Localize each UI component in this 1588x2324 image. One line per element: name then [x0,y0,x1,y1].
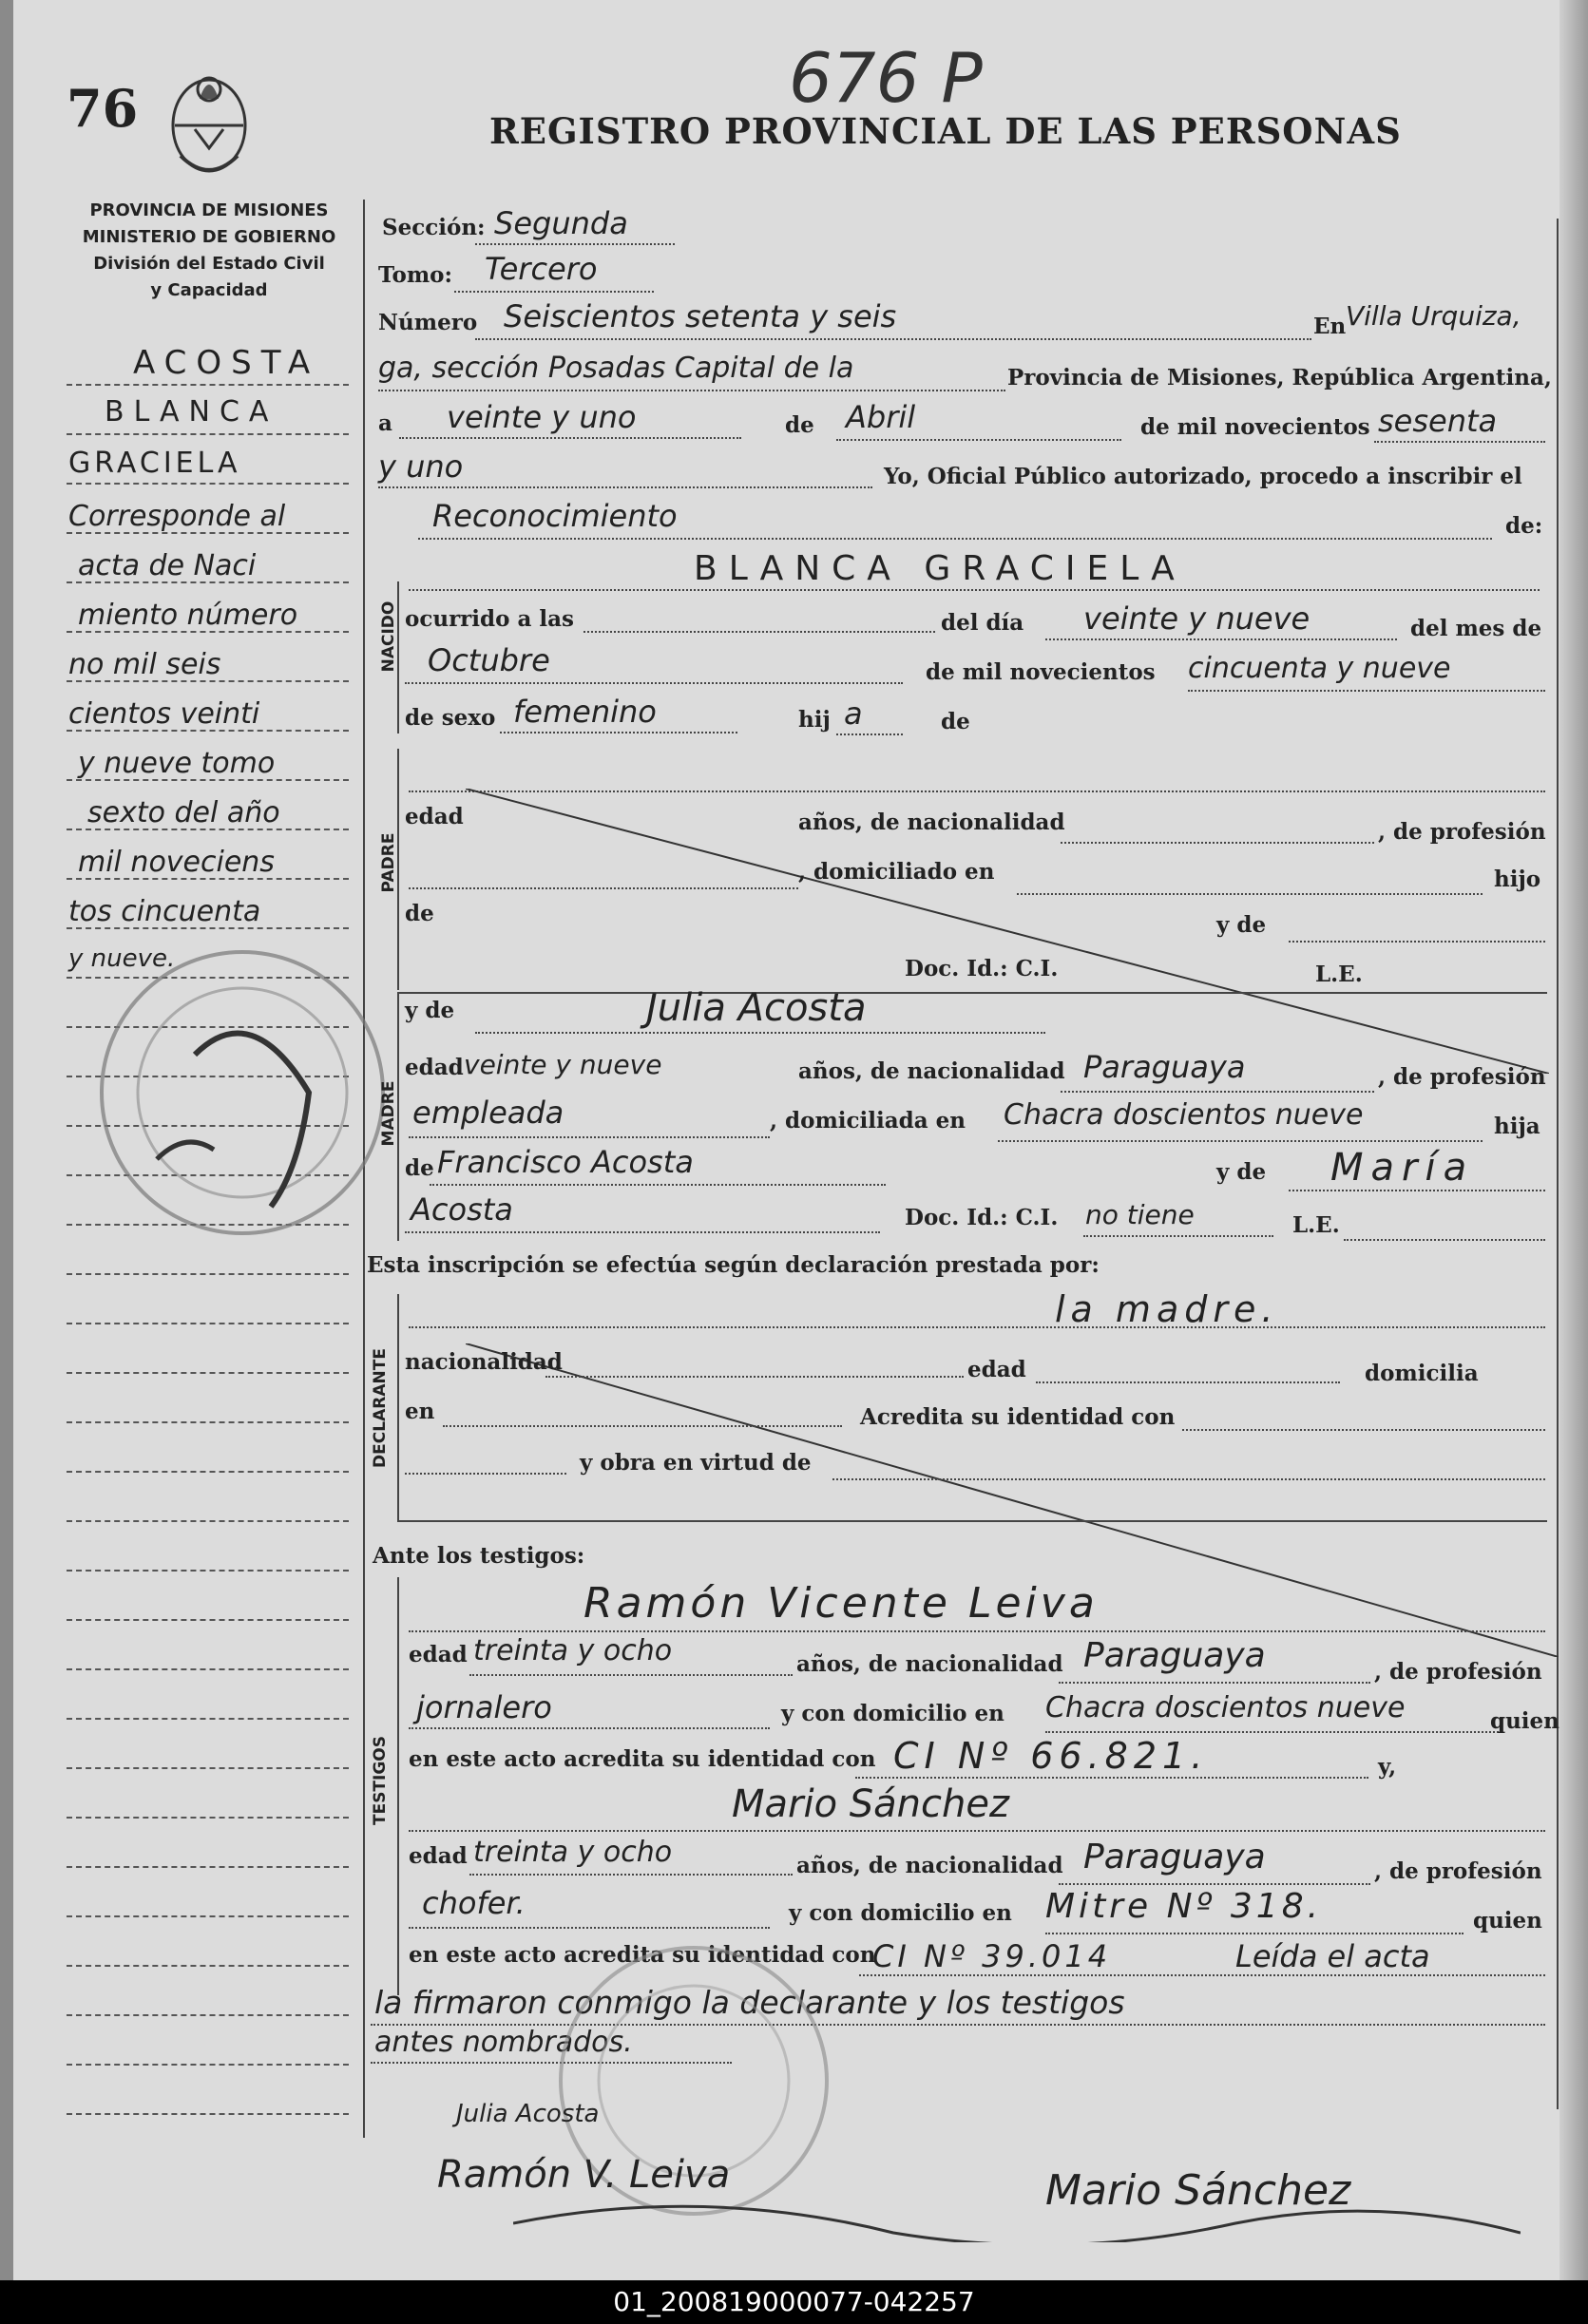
coat-of-arms-icon [162,61,257,179]
w2-profesion-value: chofer. [422,1885,526,1921]
margin-line [67,2064,349,2066]
w1-domicilio-label: y con domicilio en [781,1701,1004,1726]
place-value: ga, sección Posadas Capital de la [378,352,854,385]
day-value: veinte y uno [447,399,637,435]
margin-text-line: sexto del año [87,796,280,829]
form-right-border [1557,219,1559,2109]
margin-line [67,581,349,583]
w2-nac-value: Paraguaya [1083,1838,1266,1876]
padre-hijo-label: hijo [1494,867,1541,892]
w1-profesion-value: jornalero [416,1689,552,1725]
declarante-section-box [397,1294,399,1522]
padre-le-label: L.E. [1315,962,1363,987]
division-label-2: y Capacidad [150,280,268,300]
margin-line [67,730,349,732]
a-label: a [378,410,392,436]
w2-id-value: CI Nº 39.014 [872,1938,1112,1974]
declarante-obra-label: y obra en virtud de [580,1450,812,1476]
sexo-label: de sexo [405,705,496,731]
declarante-en-label: en [405,1399,435,1424]
margin-line [67,927,349,929]
w1-anios-nac-label: años, de nacionalidad [796,1651,1063,1677]
w1-acredita-label: en este acto acredita su identidad con [409,1746,876,1772]
margin-text-line: cientos veinti [68,697,260,731]
margin-line [67,2113,349,2115]
del-dia-label: del día [941,610,1024,636]
header-left [57,198,361,304]
declarante-nacionalidad-label: nacionalidad [405,1349,563,1375]
numero-label: Número [378,310,478,335]
madre-name: Julia Acosta [646,986,867,1030]
ministry-label: MINISTERIO DE GOBIERNO [82,227,336,247]
madre-edad-label: edad [405,1055,464,1080]
dia-value: veinte y nueve [1083,600,1311,637]
margin-line [67,1915,349,1917]
mes-value: Octubre [428,642,550,678]
margin-line [67,1273,349,1275]
margin-line [67,532,349,534]
division-label: División del Estado Civil [93,254,325,274]
margin-line [67,1323,349,1324]
w1-quien-label: quien [1490,1708,1559,1734]
madre-le-label: L.E. [1292,1212,1340,1238]
margin-line [67,1767,349,1769]
margin-text-line: Corresponde al [68,500,286,533]
madre-edad-value: veinte y nueve [464,1049,662,1080]
page-title: REGISTRO PROVINCIAL DE LAS PERSONAS [489,110,1402,152]
en-label: En [1313,314,1347,339]
declarante-section-label: DECLARANTE [371,1348,390,1468]
act-value: Reconocimiento [432,498,678,534]
ocurrido-label: ocurrido a las [405,606,574,632]
seccion-label: Sección: [382,215,486,240]
sexo-value: femenino [513,694,657,730]
w1-edad-value: treinta y ocho [473,1634,673,1667]
margin-line [67,433,349,435]
margin-surname: ACOSTA [133,344,320,382]
padre-domiciliado-label: , domiciliado en [798,859,995,885]
madre-de-label: de [405,1155,434,1181]
margin-line [67,483,349,485]
margin-line [67,1817,349,1819]
province-text: Provincia de Misiones, República Argentina, [1007,365,1552,391]
hij-label: hij [798,707,831,733]
madre-doc-value: no tiene [1085,1199,1195,1230]
w2-acredita-label: en este acto acredita su identidad con [409,1942,876,1968]
w2-domicilio-value: Mitre Nº 318. [1045,1887,1323,1926]
declarante-acredita-label: Acredita su identidad con [860,1404,1176,1430]
margin-line [67,1619,349,1621]
padre-anios-nac-label: años, de nacionalidad [798,810,1065,835]
w1-id-value: CI Nº 66.821. [893,1735,1209,1777]
signature-mario: Mario Sánchez [1045,2166,1351,2215]
official-stamp-icon [90,941,394,1245]
madre-father-value: Francisco Acosta [437,1144,694,1180]
child-name: BLANCA GRACIELA [694,549,1186,588]
tomo-label: Tomo: [378,262,452,288]
de-colon-label: de: [1505,513,1543,539]
w2-edad-label: edad [409,1843,468,1869]
testigos-section-label: TESTIGOS [371,1735,390,1826]
margin-line [67,2014,349,2016]
madre-y-de2-label: y de [1216,1159,1267,1185]
year-text: de mil novecientos [1140,414,1370,440]
margin-name2: GRACIELA [68,447,241,480]
madre-hija-label: hija [1494,1114,1540,1139]
w2-anios-nac-label: años, de nacionalidad [796,1853,1063,1878]
padre-doc-label: Doc. Id.: C.I. [905,956,1059,981]
margin-line [67,1421,349,1423]
madre-nac-value: Paraguaya [1083,1049,1246,1085]
de-label: de [785,412,814,438]
year-value: sesenta [1378,403,1498,439]
w2-quien-label: quien [1473,1908,1542,1933]
margin-line [67,1965,349,1967]
anio-value: cincuenta y nueve [1188,652,1451,685]
page-number: 76 [67,78,139,139]
anio-label: de mil novecientos [926,659,1156,685]
margin-text-line: mil noveciens [78,846,275,879]
hij-value: a [844,695,863,732]
witness2-name: Mario Sánchez [732,1782,1009,1826]
margin-text-line: y nueve. [68,944,176,973]
w1-edad-label: edad [409,1642,468,1667]
w2-edad-value: treinta y ocho [473,1836,673,1869]
margin-line [67,1866,349,1868]
declarante-domicilia-label: domicilia [1365,1361,1479,1386]
margin-line [67,1718,349,1720]
margin-line [67,384,349,386]
madre-anios-nac-label: años, de nacionalidad [798,1058,1065,1084]
witness1-name: Ramón Vicente Leiva [584,1579,1099,1628]
signature-ramon: Ramón V. Leiva [437,2153,731,2197]
declaracion-value: la madre. [1055,1288,1279,1330]
margin-text-line: tos cincuenta [68,895,261,928]
madre-doc-label: Doc. Id.: C.I. [905,1205,1059,1230]
margin-text-line: miento número [78,599,298,632]
declaracion-text: Esta inscripción se efectúa según declaración prestada por: [367,1252,1100,1278]
margin-line [67,1668,349,1670]
w1-nac-value: Paraguaya [1083,1636,1266,1675]
declarante-edad-label: edad [967,1357,1026,1382]
closing-line-3: antes nombrados. [374,2026,633,2059]
margin-line [67,680,349,682]
margin-line [67,1372,349,1374]
numero-value: Seiscientos setenta y seis [504,298,897,334]
padre-section-label: PADRE [379,832,398,893]
madre-domiciliada-label: , domiciliada en [770,1108,966,1133]
madre-mother-value: María [1330,1146,1475,1190]
w1-profesion-label: , de profesión [1374,1659,1542,1685]
tomo-value: Tercero [485,251,598,287]
madre-domicilio-value: Chacra doscientos nueve [1004,1098,1364,1132]
image-filename-footer: 01_200819000077-042257 [0,2280,1588,2324]
madre-profesion-value: empleada [412,1095,564,1131]
margin-name1: BLANCA [105,395,278,429]
w1-domicilio-value: Chacra doscientos nueve [1045,1691,1406,1724]
margin-line [67,1471,349,1473]
closing-line-2: la firmaron conmigo la declarante y los testigos [374,1984,1125,2021]
w2-profesion-label: , de profesión [1374,1858,1542,1884]
padre-de-label: de [405,901,434,926]
testigos-section-box [397,1577,399,1995]
margin-line [67,1520,349,1522]
signature-julia: Julia Acosta [456,2100,600,2128]
margin-line [67,878,349,880]
ante-testigos-label: Ante los testigos: [373,1543,585,1569]
margin-text-line: no mil seis [68,648,221,681]
handwritten-number: 676 P [789,38,983,118]
margin-line [67,631,349,633]
w2-domicilio-label: y con domicilio en [789,1900,1012,1926]
madre-profesion-label: , de profesión [1378,1064,1546,1090]
margin-line [67,779,349,781]
madre-y-de-label: y de [405,998,455,1023]
w1-y-label: y, [1378,1754,1397,1780]
margin-text-line: y nueve tomo [78,747,276,780]
nacido-de-label: de [941,709,970,734]
seccion-value: Segunda [494,205,628,241]
madre-section-label: MADRE [379,1080,398,1147]
padre-edad-label: edad [405,804,464,829]
margin-line [67,829,349,830]
margin-text-line: acta de Naci [78,549,257,582]
margin-line [67,1570,349,1572]
nacido-section-label: NACIDO [379,600,398,673]
closing-line-1: Leída el acta [1235,1938,1430,1974]
province-label: PROVINCIA DE MISIONES [89,200,329,220]
en-value: Villa Urquiza, [1346,300,1521,332]
official-text: Yo, Oficial Público autorizado, procedo a inscribir el [884,464,1522,489]
padre-profesion-label: , de profesión [1378,819,1546,845]
padre-y-de-label: y de [1216,912,1267,938]
year-value-2: y uno [378,448,464,485]
signature-flourish-icon [513,2176,1521,2242]
month-value: Abril [846,399,916,435]
madre-mother-value-2: Acosta [411,1191,513,1228]
del-mes-label: del mes de [1410,616,1542,641]
